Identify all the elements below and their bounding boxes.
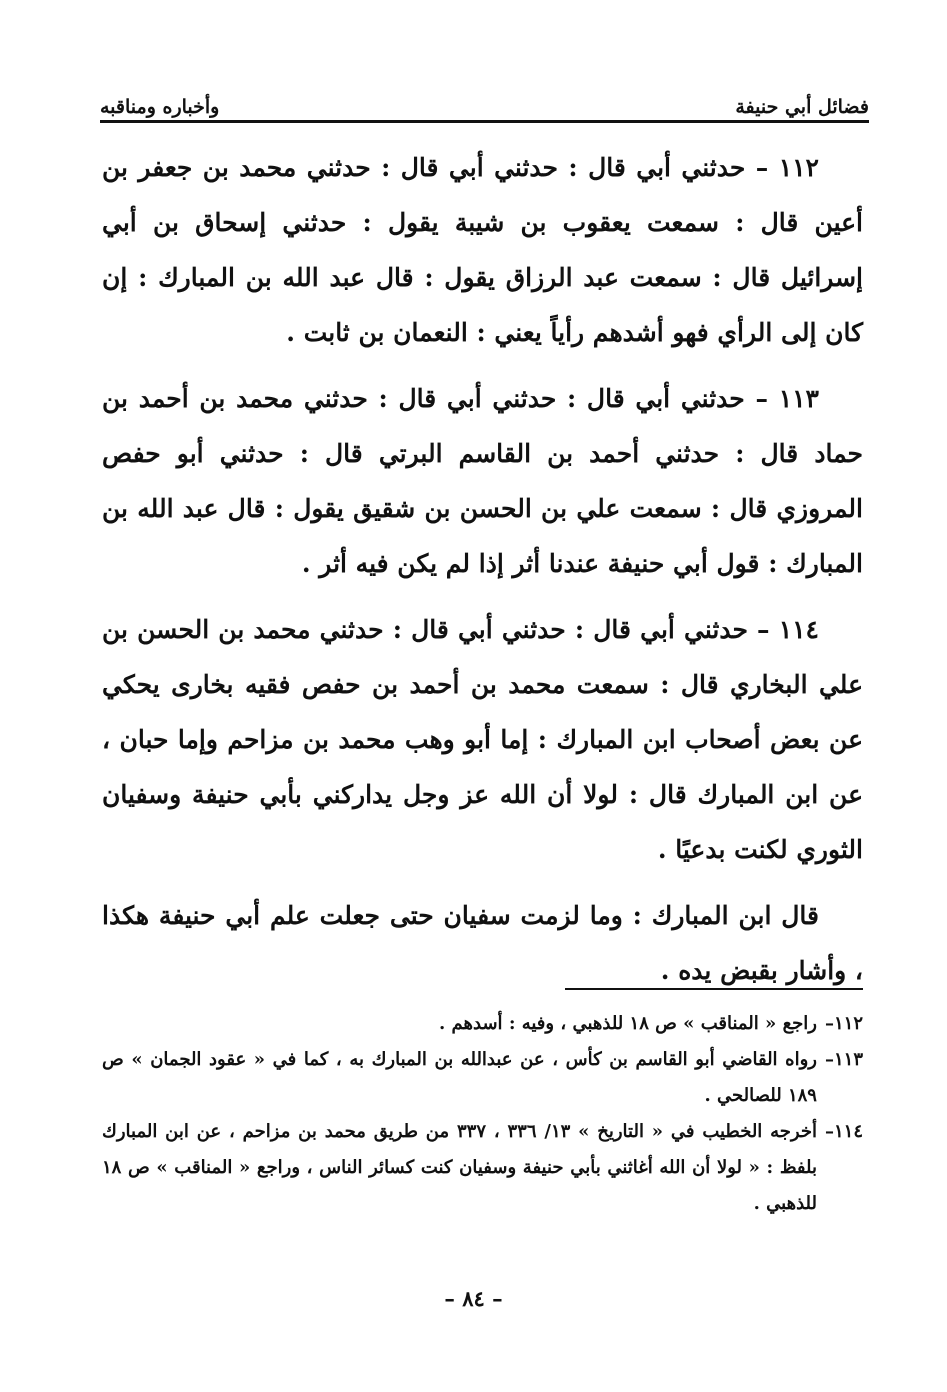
paragraph-112 [102, 140, 863, 360]
paragraph-113 [102, 371, 863, 591]
paragraph-text: حدثني أبي قال : حدثني أبي قال : حدثني محمد بن جعفر بن أعين قال : سمعت يعقوب بن شيبة يقول : حدثني إسحاق بن أبي إسرائيل قال : سمعت عبد الرزاق يقول : قال عبد الله بن المبارك : إن كان إلى الرأي فهو أشدهم رأياً يعني : النعمان بن ثابت . [102, 153, 863, 347]
paragraph-number: ١١٤ – [757, 615, 819, 644]
main-text [102, 140, 863, 1009]
footnote-114 [102, 1114, 863, 1222]
paragraph-number: ١١٢ – [755, 153, 819, 182]
footnote-number: ١١٤– [824, 1121, 863, 1142]
footnote-separator [565, 988, 863, 990]
paragraph-text: قال ابن المبارك : وما لزمت سفيان حتى جعلت علم أبي حنيفة هكذا ، وأشار بقبض يده . [102, 901, 863, 985]
footnote-number: ١١٣– [824, 1049, 863, 1070]
paragraph-continuation [102, 888, 863, 998]
page-number: – ٨٤ – [444, 1286, 503, 1311]
footnote-text: أخرجه الخطيب في « التاريخ » ١٣/ ٣٣٦ ، ٣٣٧ من طريق محمد بن مزاحم ، عن ابن المبارك بلفظ : « لولا أن الله أغاثني بأبي حنيفة وسفيان كنت كسائر الناس ، وراجع « المناقب » ص ١٨ للذهبي . [102, 1121, 817, 1214]
footnote-text: راجع « المناقب » ص ١٨ للذهبي ، وفيه : أسدهم . [439, 1013, 817, 1034]
header-rule [100, 120, 869, 123]
header-section-title: وأخباره ومناقبه [100, 96, 220, 118]
paragraph-114 [102, 602, 863, 877]
footnote-number: ١١٢– [824, 1013, 863, 1034]
paragraph-text: حدثني أبي قال : حدثني أبي قال : حدثني محمد بن الحسن بن علي البخاري قال : سمعت محمد بن أحمد بن حفص فقيه بخارى يحكي عن بعض أصحاب ابن المبارك : إما أبو وهب محمد بن مزاحم وإما حبان ، عن ابن المبارك قال : لولا أن الله عز وجل يداركني بأبي حنيفة وسفيان الثوري لكنت بدعيًا . [102, 615, 863, 864]
footnotes [102, 1006, 863, 1222]
paragraph-text: حدثني أبي قال : حدثني أبي قال : حدثني محمد بن أحمد بن حماد قال : حدثني أحمد بن القاسم البرتي قال : حدثني أبو حفص المروزي قال : سمعت علي بن الحسن بن شقيق يقول : قال عبد الله بن المبارك : قول أبي حنيفة عندنا أثر إذا لم يكن فيه أثر . [102, 384, 863, 578]
running-header [100, 84, 869, 118]
footnote-112 [102, 1006, 863, 1042]
footnote-113 [102, 1042, 863, 1114]
paragraph-number: ١١٣ – [755, 384, 819, 413]
footnote-text: رواه القاضي أبو القاسم بن كأس ، عن عبدالله بن المبارك به ، كما في « عقود الجمان » ص ١٨٩ للصالحي . [102, 1049, 817, 1106]
header-book-title: فضائل أبي حنيفة [735, 96, 869, 118]
